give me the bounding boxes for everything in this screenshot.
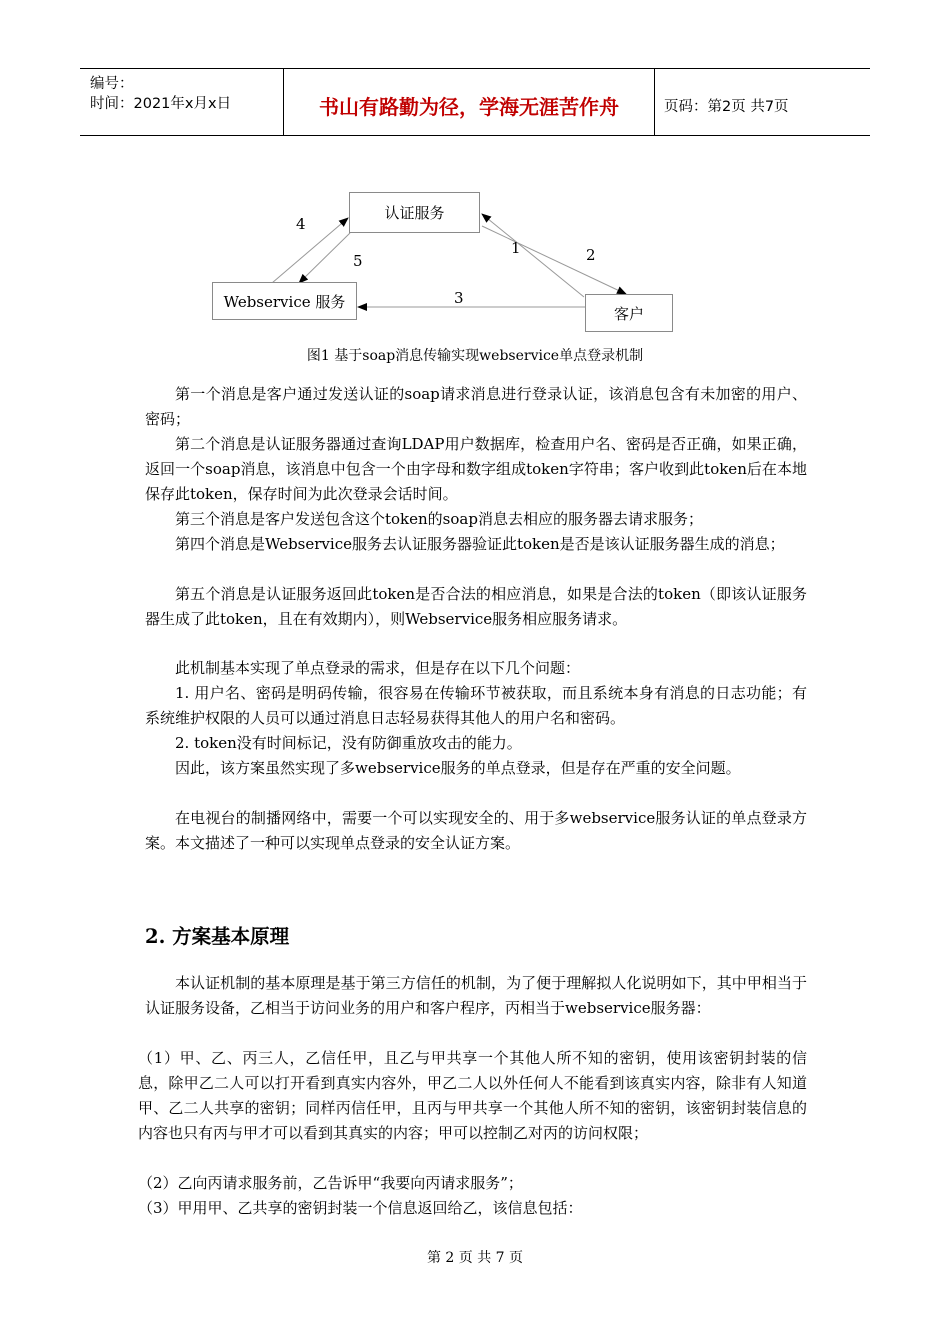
paragraph-message-2: 第二个消息是认证服务器通过查询LDAP用户数据库，检查用户名、密码是否正确，如果正确，返回一个soap消息，该消息中包含一个由字母和数字组成token字符串；客户收到此token后在本地保存此token，保存时间为此次登录会话时间。 (145, 435, 807, 503)
arrow-4 (272, 218, 348, 283)
arrow-label-4: 4 (296, 215, 306, 233)
client-box (585, 294, 673, 332)
figure-caption: 图1 基于soap消息传输实现webservice单点登录机制 (306, 348, 644, 364)
paragraph-message-4: 第四个消息是Webservice服务去认证服务器验证此token是否是该认证服务器生成的消息； (175, 535, 785, 553)
paragraph-step-1: （1）甲、乙、丙三人，乙信任甲，且乙与甲共享一个其他人所不知的密钥，使用该密钥封装的信息，除甲乙二人可以打开看到真实内容外，甲乙二人以外任何人不能看到该真实内容，除非有人知道甲、乙二人共享的密钥；同样丙信任甲，且丙与甲共享一个其他人所不知的密钥，该密钥封装信息的内容也只有丙与甲才可以看到其真实的内容；甲可以控制乙对丙的访问权限； (138, 1049, 807, 1142)
paragraph-problem-2: 2. token没有时间标记，没有防御重放攻击的能力。 (175, 734, 522, 752)
paragraph-message-5: 第五个消息是认证服务返回此token是否合法的相应消息，如果是合法的token（即该认证服务器生成了此token，且在有效期内），则Webservice服务相应服务请求。 (145, 585, 807, 628)
paragraph-step-3: （3）甲用甲、乙共享的密钥封装一个信息返回给乙，该信息包括： (138, 1199, 583, 1217)
header-number-label: 编号： (90, 76, 134, 92)
paragraph-goal: 在电视台的制播网络中，需要一个可以实现安全的、用于多webservice服务认证的单点登录方案。本文描述了一种可以实现单点登录的安全认证方案。 (145, 809, 807, 852)
section-heading: 2. 方案基本原理 (145, 925, 290, 948)
webservice-label: Webservice 服务 (223, 292, 346, 311)
arrow-2 (482, 226, 626, 294)
arrow-label-3: 3 (454, 289, 464, 307)
arrow-1 (482, 214, 584, 297)
header-time-label: 时间：2021年x月x日 (90, 96, 232, 112)
paragraph-conclusion: 因此，该方案虽然实现了多webservice服务的单点登录，但是存在严重的安全问题。 (175, 759, 741, 777)
webservice-box (212, 282, 357, 320)
arrow-label-1: 1 (511, 239, 521, 257)
login-flow-diagram (0, 0, 950, 340)
auth-service-box (349, 192, 480, 233)
paragraph-message-3: 第三个消息是客户发送包含这个token的soap消息去相应的服务器去请求服务； (175, 510, 703, 528)
header-motto: 书山有路勤为径，学海无涯苦作舟 (319, 95, 619, 119)
arrow-label-2: 2 (586, 246, 596, 264)
client-label: 客户 (613, 304, 644, 323)
paragraph-principle: 本认证机制的基本原理是基于第三方信任的机制，为了便于理解拟人化说明如下，其中甲相当于认证服务设备，乙相当于访问业务的用户和客户程序，丙相当于webservice服务器： (145, 974, 807, 1017)
header-page-info: 页码：第2页 共7页 (664, 99, 789, 115)
paragraph-problems-intro: 此机制基本实现了单点登录的需求，但是存在以下几个问题： (175, 659, 581, 677)
paragraph-problem-1: 1. 用户名、密码是明码传输，很容易在传输环节被获取，而且系统本身有消息的日志功能；有系统维护权限的人员可以通过消息日志轻易获得其他人的用户名和密码。 (145, 684, 807, 727)
arrow-5 (299, 233, 350, 283)
auth-service-label: 认证服务 (384, 204, 445, 222)
paragraph-message-1: 第一个消息是客户通过发送认证的soap请求消息进行登录认证，该消息包含有未加密的用户、密码； (145, 385, 807, 428)
page-footer: 第 2 页 共 7 页 (426, 1250, 524, 1266)
paragraph-step-2: （2）乙向丙请求服务前，乙告诉甲“我要向丙请求服务”； (138, 1174, 523, 1192)
arrow-label-5: 5 (353, 252, 363, 270)
